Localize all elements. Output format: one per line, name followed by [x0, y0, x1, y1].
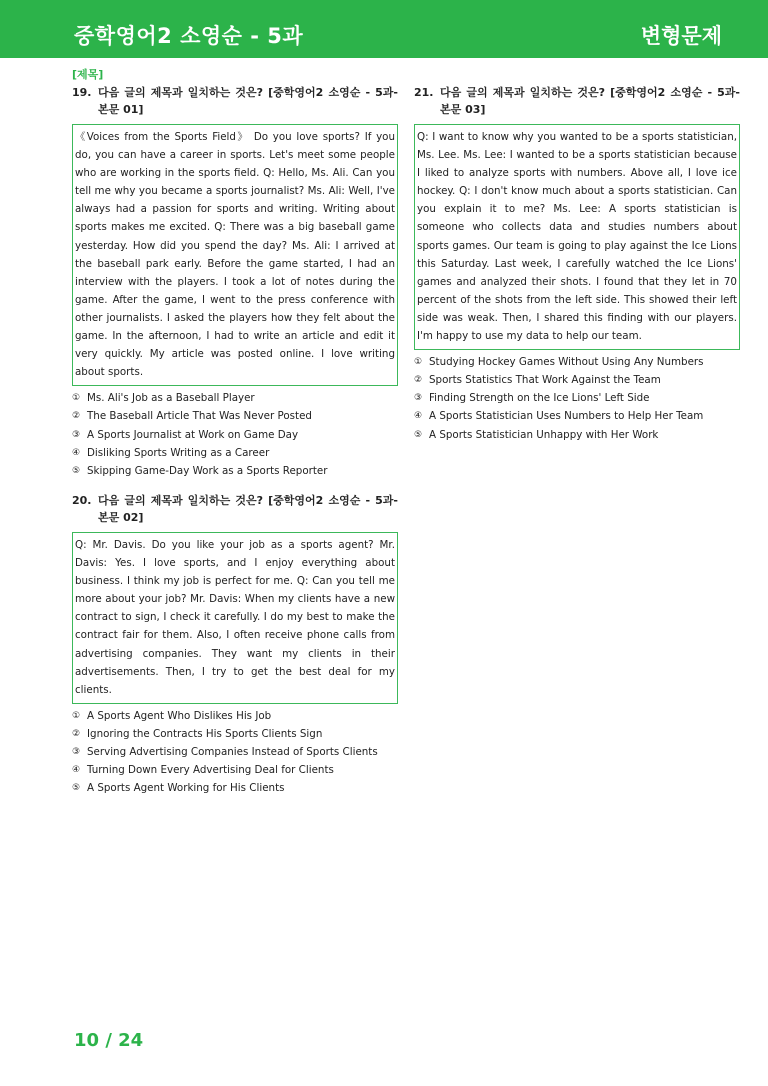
- option-text: The Baseball Article That Was Never Posted: [87, 410, 312, 423]
- option-mark: ⑤: [414, 429, 423, 440]
- question-header: [72, 492, 398, 526]
- answer-option[interactable]: [72, 761, 398, 779]
- option-text: Ms. Ali's Job as a Baseball Player: [87, 392, 255, 405]
- answer-option[interactable]: [72, 389, 398, 407]
- answer-option[interactable]: [72, 725, 398, 743]
- question-block-21: [414, 84, 740, 444]
- option-mark: ⑤: [72, 465, 81, 476]
- answer-options: [414, 353, 740, 443]
- option-mark: ④: [72, 447, 81, 458]
- option-mark: ⑤: [72, 783, 81, 794]
- option-mark: ③: [72, 747, 81, 758]
- option-text: Finding Strength on the Ice Lions' Left Side: [429, 392, 650, 405]
- passage-box: 《Voices from the Sports Field》 Do you love sports? If you do, you can have a career in sports. Let's meet some people who are working in the sports field. Q: Hello, Ms. Ali. Can you tell me why you became a sports journalist? Ms. Ali: Well, I've always had a passion for sports and writing. Writing about sports makes me excited. Q: There was a big baseball game yesterday. How did you spend the day? Ms. Ali: I arrived at the baseball park early. Before the game started, I had an interview with the players. I took a lot of notes during the game. After the game, I went to the press conference with other journalists. I asked the players how they felt about the game. In the afternoon, I had to write an article and edit it very quickly. My article was posted online. I love writing about sports.: [72, 124, 398, 386]
- answer-option[interactable]: [72, 707, 398, 725]
- passage-box: Q: I want to know why you wanted to be a sports statistician, Ms. Lee. Ms. Lee: I wanted to be a sports statistician because I liked to analyze sports with numbers. Above all, I love ice hockey. Q: I don't know much about a sports statistician. Can you explain it to me? Ms. Lee: A sports statistician is someone who collects data and studies numbers about sports games. Our team is going to play against the Ice Lions this Saturday. Last week, I carefully watched the Ice Lions' games and analyzed their shots. I found that they let in 70 percent of the shots from the left side. This showed their left side was weak. Then, I shared this finding with our players. I'm happy to use my data to help our team.: [414, 124, 740, 350]
- answer-option[interactable]: [72, 407, 398, 425]
- option-text: Serving Advertising Companies Instead of Sports Clients: [87, 746, 378, 759]
- option-text: Sports Statistics That Work Against the Team: [429, 374, 661, 387]
- option-text: A Sports Statistician Unhappy with Her Work: [429, 428, 659, 441]
- answer-option[interactable]: [414, 407, 740, 425]
- option-text: A Sports Agent Working for His Clients: [87, 782, 285, 795]
- passage-box: Q: Mr. Davis. Do you like your job as a sports agent? Mr. Davis: Yes. I love sports, and I enjoy everything about business. I think my job is perfect for me. Q: Can you tell me more about your job? Mr. Davis: When my clients have a new contract to sign, I check it carefully. I do my best to make the contract fair for them. Also, I often receive phone calls from advertising companies. They want my clients in their advertisements. Then, I try to get the best deal for my clients.: [72, 532, 398, 704]
- question-block-19: [72, 66, 398, 480]
- answer-option[interactable]: [72, 426, 398, 444]
- option-text: Disliking Sports Writing as a Career: [87, 446, 270, 459]
- question-number: 19.: [72, 86, 92, 99]
- option-mark: ③: [414, 393, 423, 404]
- section-tag: [제목]: [72, 68, 104, 81]
- question-header: [414, 84, 740, 118]
- option-mark: ②: [72, 411, 81, 422]
- answer-option[interactable]: [414, 353, 740, 371]
- question-number: 20.: [72, 494, 92, 507]
- question-prompt: 다음 글의 제목과 일치하는 것은? [중학영어2 소영순 - 5과-본문 02]: [98, 494, 398, 524]
- answer-option[interactable]: [414, 426, 740, 444]
- option-text: Skipping Game-Day Work as a Sports Reporter: [87, 464, 328, 477]
- option-mark: ③: [72, 429, 81, 440]
- answer-options: [72, 389, 398, 479]
- answer-option[interactable]: [72, 462, 398, 480]
- question-prompt: 다음 글의 제목과 일치하는 것은? [중학영어2 소영순 - 5과-본문 01]: [98, 86, 398, 116]
- header-title: 중학영어2 소영순 - 5과: [74, 24, 304, 48]
- option-mark: ④: [414, 411, 423, 422]
- answer-option[interactable]: [72, 779, 398, 797]
- option-mark: ④: [72, 765, 81, 776]
- page-header: [0, 0, 768, 58]
- answer-option[interactable]: [414, 389, 740, 407]
- question-block-20: [72, 492, 398, 797]
- answer-option[interactable]: [72, 444, 398, 462]
- answer-option[interactable]: [72, 743, 398, 761]
- header-section-label: 변형문제: [640, 24, 722, 48]
- question-prompt: 다음 글의 제목과 일치하는 것은? [중학영어2 소영순 - 5과-본문 03]: [440, 86, 740, 116]
- option-mark: ①: [72, 710, 81, 721]
- question-number: 21.: [414, 86, 434, 99]
- question-header: [72, 84, 398, 118]
- option-text: Studying Hockey Games Without Using Any Numbers: [429, 356, 704, 369]
- answer-options: [72, 707, 398, 797]
- option-mark: ②: [414, 375, 423, 386]
- option-mark: ①: [414, 357, 423, 368]
- answer-option[interactable]: [414, 371, 740, 389]
- option-text: Turning Down Every Advertising Deal for Clients: [87, 764, 334, 777]
- page-number: 10 / 24: [74, 1030, 144, 1051]
- option-text: A Sports Statistician Uses Numbers to Help Her Team: [429, 410, 704, 423]
- option-text: A Sports Agent Who Dislikes His Job: [87, 709, 272, 722]
- option-mark: ②: [72, 728, 81, 739]
- option-text: Ignoring the Contracts His Sports Clients Sign: [87, 727, 323, 740]
- option-text: A Sports Journalist at Work on Game Day: [87, 428, 299, 441]
- option-mark: ①: [72, 393, 81, 404]
